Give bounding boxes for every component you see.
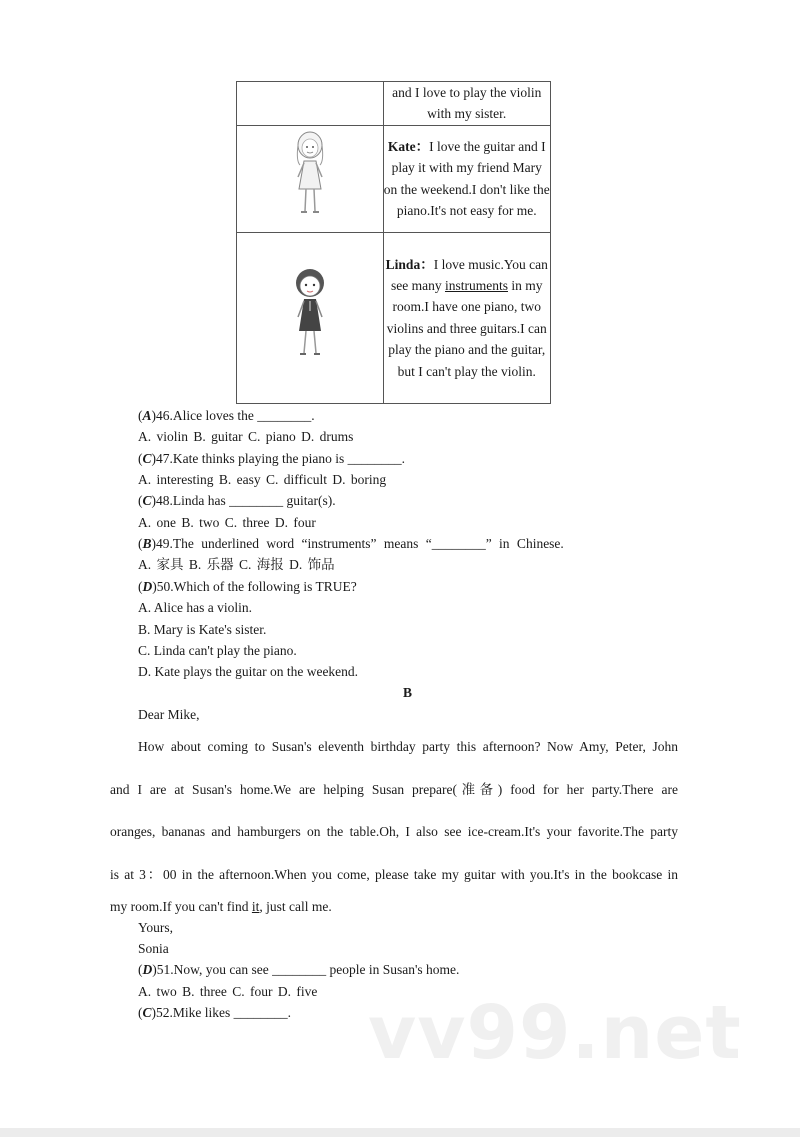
page-bottom-strip bbox=[0, 1128, 800, 1137]
letter-line-5-b: , just call me. bbox=[259, 899, 332, 914]
letter-line-4: is at 3：00 in the afternoon.When you come, please take my guitar with you.It's in the bookcase in bbox=[110, 867, 678, 882]
letter-greeting: Dear Mike, bbox=[138, 707, 200, 722]
option-50-c: C. Linda can't play the piano. bbox=[138, 643, 297, 658]
underlined-word-it: it bbox=[251, 899, 260, 914]
question-48-text: 48.Linda has ________ guitar(s). bbox=[156, 493, 336, 508]
question-49-text: 49.The underlined word “instruments” means “________” in Chinese. bbox=[156, 536, 564, 551]
table-row bbox=[237, 82, 551, 126]
answer-52: C bbox=[142, 1005, 152, 1020]
answer-49: B bbox=[142, 536, 152, 551]
options-48: A. one B. two C. three D. four bbox=[138, 515, 316, 530]
linda-text-2: in my room.I have one piano, two violins and three guitars.I can play the piano and the guitar, but I can't play the violin. bbox=[386, 278, 547, 379]
info-table bbox=[236, 81, 551, 404]
kate-text: I love the guitar and I play it with my friend Mary on the weekend.I don't like the piano.It's not easy for me. bbox=[383, 139, 550, 219]
option-50-a: A. Alice has a violin. bbox=[138, 600, 252, 615]
answer-51: D bbox=[142, 962, 153, 977]
answer-47: C bbox=[142, 451, 152, 466]
question-47: (C)47.Kate thinks playing the piano is ________. bbox=[138, 451, 405, 466]
linda-colon: ： bbox=[420, 256, 434, 272]
answer-48: C bbox=[142, 493, 152, 508]
letter-closing: Yours, bbox=[138, 920, 174, 935]
picture-cell-kate bbox=[237, 125, 384, 232]
options-47: A. interesting B. easy C. difficult D. boring bbox=[138, 472, 387, 487]
question-52-text: 52.Mike likes ________. bbox=[156, 1005, 292, 1020]
question-47-text: 47.Kate thinks playing the piano is ________. bbox=[156, 451, 405, 466]
kate-text-cell bbox=[383, 125, 551, 232]
kate-colon: ： bbox=[415, 139, 430, 154]
linda-name: Linda bbox=[385, 256, 421, 272]
alice-text-cell bbox=[383, 82, 551, 126]
letter-line-5 bbox=[110, 898, 332, 916]
letter-line-3: oranges, bananas and hamburgers on the table.Oh, I also see ice-cream.It's your favorite.The party bbox=[110, 824, 678, 839]
answer-46: A bbox=[142, 408, 152, 423]
options-49: A. 家具 B. 乐器 C. 海报 D. 饰品 bbox=[138, 557, 335, 572]
options-51: A. two B. three C. four D. five bbox=[138, 984, 318, 999]
section-b-heading: B bbox=[403, 685, 413, 700]
answer-50: D bbox=[142, 579, 153, 594]
letter-line-2: and I are at Susan's home.We are helping Susan prepare(准备) food for her party.There are bbox=[110, 782, 678, 797]
question-51: (D)51.Now, you can see ________ people in Susan's home. bbox=[138, 962, 460, 977]
question-50: (D)50.Which of the following is TRUE? bbox=[138, 579, 357, 594]
letter-signature: Sonia bbox=[138, 941, 169, 956]
question-46: (A)46.Alice loves the ________. bbox=[138, 408, 315, 423]
question-50-text: 50.Which of the following is TRUE? bbox=[156, 579, 357, 594]
question-49: (B)49.The underlined word “instruments” means “________” in Chinese. bbox=[138, 536, 564, 551]
watermark: vv99.net bbox=[368, 990, 742, 1076]
letter-line-5-a: my room.If you can't find bbox=[110, 899, 252, 914]
letter-line-1: How about coming to Susan's eleventh birthday party this afternoon? Now Amy, Peter, John bbox=[138, 739, 678, 754]
kate-girl-illustration bbox=[290, 131, 330, 221]
question-51-text: 51.Now, you can see ________ people in Susan's home. bbox=[156, 962, 460, 977]
underlined-word-instruments: instruments bbox=[444, 278, 508, 293]
picture-cell-linda bbox=[237, 232, 384, 403]
linda-text-1: I love music.You can see many bbox=[391, 256, 548, 293]
option-50-d: D. Kate plays the guitar on the weekend. bbox=[138, 664, 359, 679]
option-50-b: B. Mary is Kate's sister. bbox=[138, 622, 267, 637]
linda-girl-illustration bbox=[288, 267, 332, 363]
table-row bbox=[237, 232, 551, 403]
question-46-text: 46.Alice loves the ________. bbox=[156, 408, 315, 423]
picture-cell-empty bbox=[237, 82, 384, 126]
question-48: (C)48.Linda has ________ guitar(s). bbox=[138, 493, 336, 508]
kate-name: Kate bbox=[387, 139, 416, 154]
alice-text: and I love to play the violin with my sister. bbox=[392, 85, 542, 122]
table-row bbox=[237, 125, 551, 232]
question-52: (C)52.Mike likes ________. bbox=[138, 1005, 292, 1020]
options-46: A. violin B. guitar C. piano D. drums bbox=[138, 429, 354, 444]
linda-text-cell bbox=[383, 232, 551, 403]
